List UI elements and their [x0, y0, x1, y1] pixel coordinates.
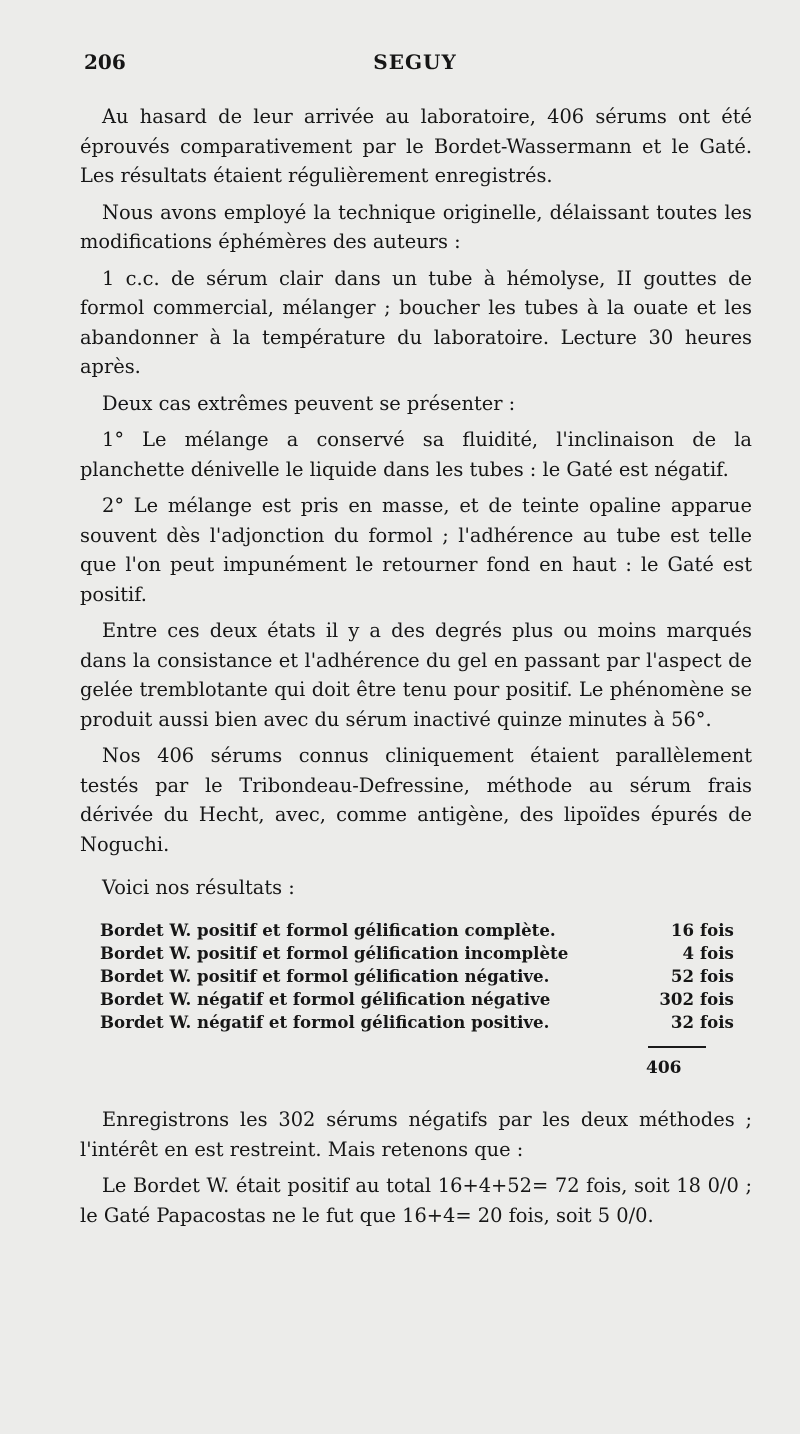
total-rule — [648, 1046, 706, 1048]
page-body — [80, 102, 752, 1237]
results-total: 406 — [646, 1057, 682, 1078]
paragraph: Deux cas extrêmes peuvent se présenter : — [102, 391, 516, 415]
result-count: 32 — [670, 1011, 694, 1032]
result-unit: fois — [700, 965, 734, 986]
paragraph: Entre ces deux états il y a des degrés plus ou moins marqués dans la consistance et l'adhérence du gel en passant par l'aspect de gelée tremblotante qui doit être tenu pour positif. Le phénomène se produit aussi bien avec du sérum inactivé quinze minutes à 56°. — [80, 619, 752, 731]
result-label: Bordet W. négatif et formol gélification négative — [100, 988, 551, 1009]
table-row — [100, 965, 744, 988]
page-number: 206 — [84, 50, 126, 74]
result-unit: fois — [700, 942, 734, 963]
result-count: 16 — [670, 919, 694, 940]
paragraph: 1° Le mélange a conservé sa fluidité, l'inclinaison de la planchette dénivelle le liquide dans les tubes : le Gaté est négatif. — [80, 428, 752, 481]
result-unit: fois — [700, 988, 734, 1009]
result-label: Bordet W. positif et formol gélification complète. — [100, 919, 556, 940]
paragraph: Nous avons employé la technique originelle, délaissant toutes les modifications éphémères des auteurs : — [80, 200, 752, 253]
result-unit: fois — [700, 1011, 734, 1032]
page-header — [84, 50, 746, 80]
result-count: 52 — [670, 965, 694, 986]
results-intro: Voici nos résultats : — [102, 876, 295, 899]
paragraph: Enregistrons les 302 sérums négatifs par les deux méthodes ; l'intérêt en est restreint. Mais retenons que : — [80, 1108, 752, 1161]
paragraph: 2° Le mélange est pris en masse, et de teinte opaline apparue souvent dès l'adjonction du formol ; l'adhérence au tube est telle que l'on peut impunément le retourner fond en haut : le Gaté est positif. — [80, 494, 752, 606]
result-label: Bordet W. positif et formol gélification négative. — [100, 965, 550, 986]
running-head: SEGUY — [373, 50, 457, 74]
result-label: Bordet W. positif et formol gélification incomplète — [100, 942, 569, 963]
paragraph: Au hasard de leur arrivée au laboratoire, 406 sérums ont été éprouvés comparativement par le Bordet-Wassermann et le Gaté. Les résultats étaient régulièrement enregistrés. — [80, 105, 752, 187]
paragraph: 1 c.c. de sérum clair dans un tube à hémolyse, II gouttes de formol commercial, mélanger ; boucher les tubes à la ouate et les abandonner à la température du laboratoire. Lecture 30 heures après. — [80, 266, 752, 378]
paragraph: Nos 406 sérums connus cliniquement étaient parallèlement testés par le Tribondeau-Defressine, méthode au sérum frais dérivée du Hecht, avec, comme antigène, des lipoïdes épurés de Noguchi. — [80, 744, 752, 856]
results-table — [100, 919, 744, 1034]
table-row — [100, 942, 744, 965]
result-label: Bordet W. négatif et formol gélification positive. — [100, 1011, 550, 1032]
table-row — [100, 1011, 744, 1034]
paragraph: Le Bordet W. était positif au total 16+4+52= 72 fois, soit 18 0/0 ; le Gaté Papacostas ne le fut que 16+4= 20 fois, soit 5 0/0. — [80, 1174, 752, 1227]
result-unit: fois — [700, 919, 734, 940]
result-count: 4 — [682, 942, 694, 963]
table-row — [100, 988, 744, 1011]
table-row — [100, 919, 744, 942]
result-count: 302 — [659, 988, 694, 1009]
